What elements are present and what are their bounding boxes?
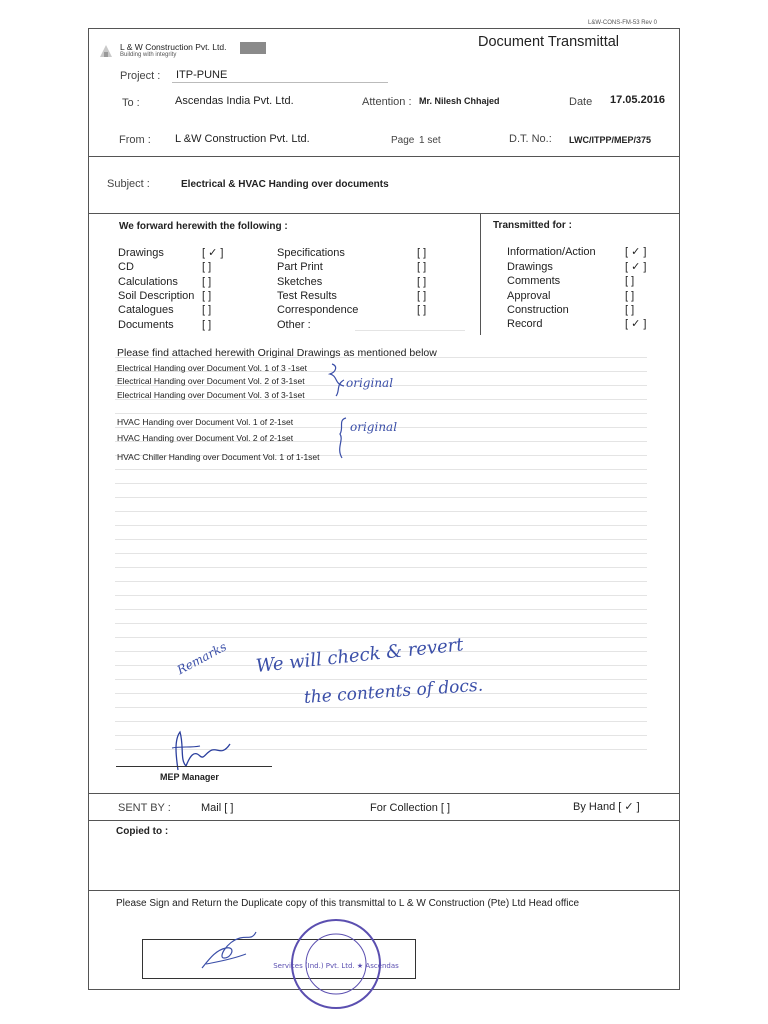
checklist-item: Drawings	[507, 261, 553, 273]
checklist-item: Comments	[507, 275, 561, 287]
checkbox[interactable]: [ ]	[625, 275, 635, 287]
page-label: Page	[391, 135, 415, 146]
doc-title: Document Transmittal	[478, 34, 620, 50]
document-entry: HVAC Handing over Document Vol. 2 of 2-1set	[117, 433, 294, 443]
checkbox[interactable]: [ ]	[202, 261, 212, 273]
company-name: L & W Construction Pvt. Ltd.	[120, 42, 227, 52]
checkbox[interactable]: [ ]	[417, 304, 427, 316]
subject-value: Electrical & HVAC Handing over documents	[181, 179, 389, 190]
checkbox[interactable]: [ ]	[625, 290, 635, 302]
from-value: L &W Construction Pvt. Ltd.	[175, 133, 310, 145]
checklist-item: Information/Action	[507, 246, 596, 258]
to-label: To :	[122, 97, 140, 109]
handwritten-remark: We will check & revert	[254, 634, 465, 677]
checklist-item: Drawings	[118, 247, 164, 259]
checkbox[interactable]: [ ]	[202, 319, 212, 331]
attention-value: Mr. Nilesh Chhajed	[419, 96, 500, 106]
checklist-item: Approval	[507, 290, 551, 302]
stamp-text: Services (Ind.) Pvt. Ltd. ★ Ascendas	[273, 962, 399, 970]
document-entry: Electrical Handing over Document Vol. 2 of 3-1set	[117, 376, 305, 386]
company-tagline: Building with integrity	[120, 52, 177, 58]
checkbox[interactable]: [ ]	[202, 304, 212, 316]
sent-by-mail[interactable]: Mail [ ]	[201, 802, 234, 814]
page-value: 1 set	[419, 135, 441, 146]
checklist-item: Specifications	[277, 247, 345, 259]
sent-by-hand[interactable]: By Hand [ ✓ ]	[573, 801, 640, 813]
certification-icon	[240, 42, 266, 54]
checkbox[interactable]: [ ]	[417, 276, 427, 288]
checkbox[interactable]: [ ✓ ]	[202, 247, 224, 259]
from-label: From :	[119, 134, 151, 146]
forward-heading: We forward herewith the following :	[119, 221, 288, 232]
checklist-item: Correspondence	[277, 304, 359, 316]
handwritten-original-note: original	[346, 376, 394, 390]
checklist-item: CD	[118, 261, 134, 273]
acknowledgement-signature	[196, 928, 266, 974]
checkbox[interactable]: [ ]	[417, 290, 427, 302]
dt-value: LWC/ITPP/MEP/375	[569, 135, 652, 145]
checkbox[interactable]: [ ]	[417, 247, 427, 259]
document-entry: Electrical Handing over Document Vol. 3 of 3-1set	[117, 390, 305, 400]
sent-by-label: SENT BY :	[118, 802, 171, 814]
to-value: Ascendas India Pvt. Ltd.	[175, 95, 294, 107]
footer-instruction: Please Sign and Return the Duplicate copy of this transmittal to L & W Construction (Pte) Ltd Head office	[116, 898, 580, 909]
dt-label: D.T. No.:	[509, 133, 552, 145]
checkbox[interactable]: [ ]	[202, 276, 212, 288]
attention-label: Attention :	[362, 96, 412, 108]
checklist-item: Record	[507, 318, 543, 330]
signatory-title: MEP Manager	[160, 772, 219, 782]
checklist-item: Other :	[277, 319, 311, 331]
logo-icon	[100, 45, 112, 57]
project-value: ITP-PUNE	[176, 69, 228, 81]
document-entry: Electrical Handing over Document Vol. 1 of 3 -1set	[117, 363, 307, 373]
checklist-item: Documents	[118, 319, 174, 331]
attached-intro: Please find attached herewith Original Drawings as mentioned below	[117, 347, 437, 359]
checklist-item: Catalogues	[118, 304, 174, 316]
handwritten-remark: the contents of docs.	[303, 675, 484, 708]
transmitted-heading: Transmitted for :	[493, 220, 572, 231]
sent-by-collection[interactable]: For Collection [ ]	[370, 802, 451, 814]
date-value: 17.05.2016	[610, 94, 666, 106]
checklist-item: Soil Description	[118, 290, 195, 302]
checkbox[interactable]: [ ✓ ]	[625, 318, 647, 330]
subject-label: Subject :	[107, 178, 150, 190]
checklist-item: Test Results	[277, 290, 337, 302]
date-label: Date	[569, 96, 593, 108]
transmittal-frame	[88, 28, 680, 990]
document-entry: HVAC Handing over Document Vol. 1 of 2-1set	[117, 417, 294, 427]
project-label: Project :	[120, 70, 161, 82]
company-logo	[100, 44, 112, 56]
copied-to-label: Copied to :	[116, 826, 169, 837]
checkbox[interactable]: [ ]	[417, 261, 427, 273]
handwritten-original-note: original	[350, 420, 398, 434]
checkbox[interactable]: [ ✓ ]	[625, 261, 647, 273]
company-stamp	[273, 914, 399, 1014]
form-code: L&W-CONS-FM-53 Rev 0	[588, 20, 657, 26]
checkbox[interactable]: [ ]	[625, 304, 635, 316]
checklist-item: Part Print	[277, 261, 323, 273]
checklist-item: Construction	[507, 304, 569, 316]
checklist-item: Calculations	[118, 276, 178, 288]
checkbox[interactable]: [ ✓ ]	[625, 246, 647, 258]
document-entry: HVAC Chiller Handing over Document Vol. 1 of 1-1set	[117, 452, 320, 462]
handwritten-remarks-label: Remarks	[174, 639, 229, 678]
checklist-item: Sketches	[277, 276, 323, 288]
checkbox[interactable]: [ ]	[202, 290, 212, 302]
